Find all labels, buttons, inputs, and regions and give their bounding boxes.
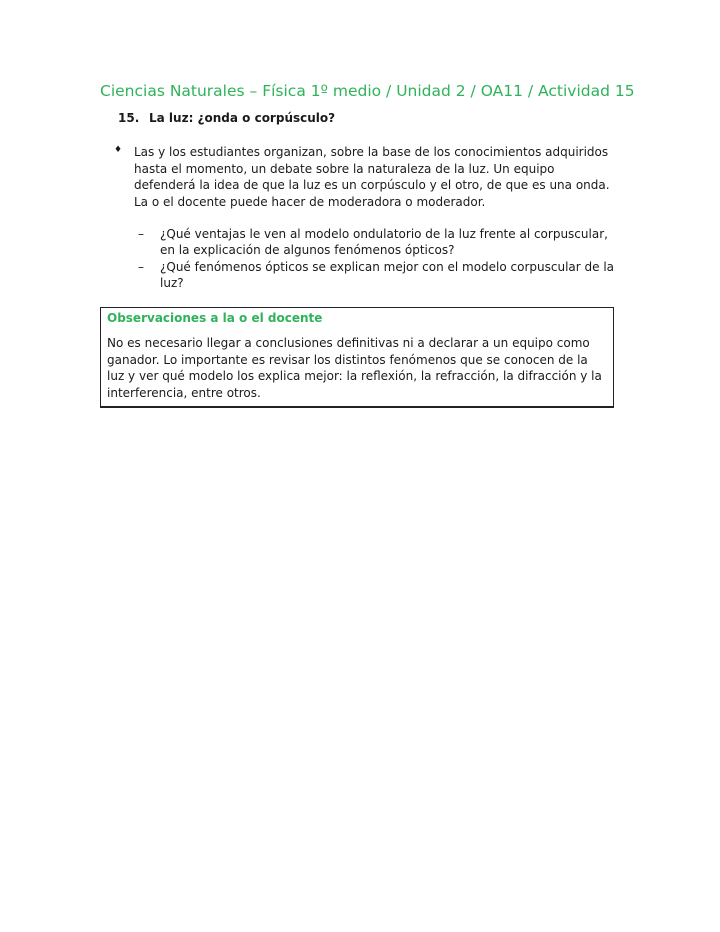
- document-header: Ciencias Naturales – Física 1º medio / Unidad 2 / OA11 / Actividad 15: [100, 82, 635, 100]
- observations-text: No es necesario llegar a conclusiones definitivas ni a declarar a un equipo como ganador. Lo importante es revisar los distintos fenómenos que se conocen de la luz y ver qué modelo los explica mejor: la reflexión, la refracción, la difracción y la interferencia, entre otros.: [107, 336, 602, 400]
- dash-bullet-icon: –: [138, 227, 144, 241]
- list-item: [138, 226, 616, 259]
- list-item: [138, 259, 616, 292]
- activity-title-text: La luz: ¿onda o corpúsculo?: [149, 111, 336, 125]
- observations-box: [100, 307, 614, 408]
- activity-title: [118, 111, 335, 125]
- question-text: ¿Qué fenómenos ópticos se explican mejor con el modelo corpuscular de la luz?: [160, 259, 615, 291]
- question-list: [138, 226, 616, 292]
- instruction-paragraph: [114, 144, 614, 210]
- observations-title: Observaciones a la o el docente: [107, 311, 323, 325]
- question-text: ¿Qué ventajas le ven al modelo ondulatorio de la luz frente al corpuscular, en la explicación de algunos fenómenos ópticos?: [160, 227, 608, 258]
- diamond-bullet-icon: ♦: [114, 145, 123, 155]
- instruction-text: Las y los estudiantes organizan, sobre la base de los conocimientos adquiridos hasta el momento, un debate sobre la naturaleza de la luz. Un equipo defenderá la idea de que la luz es un corpúsculo y el otro, de que es una onda. La o el docente puede hacer de moderadora o moderador.: [134, 145, 610, 209]
- activity-number: 15.: [118, 111, 140, 125]
- dash-bullet-icon: –: [138, 259, 144, 274]
